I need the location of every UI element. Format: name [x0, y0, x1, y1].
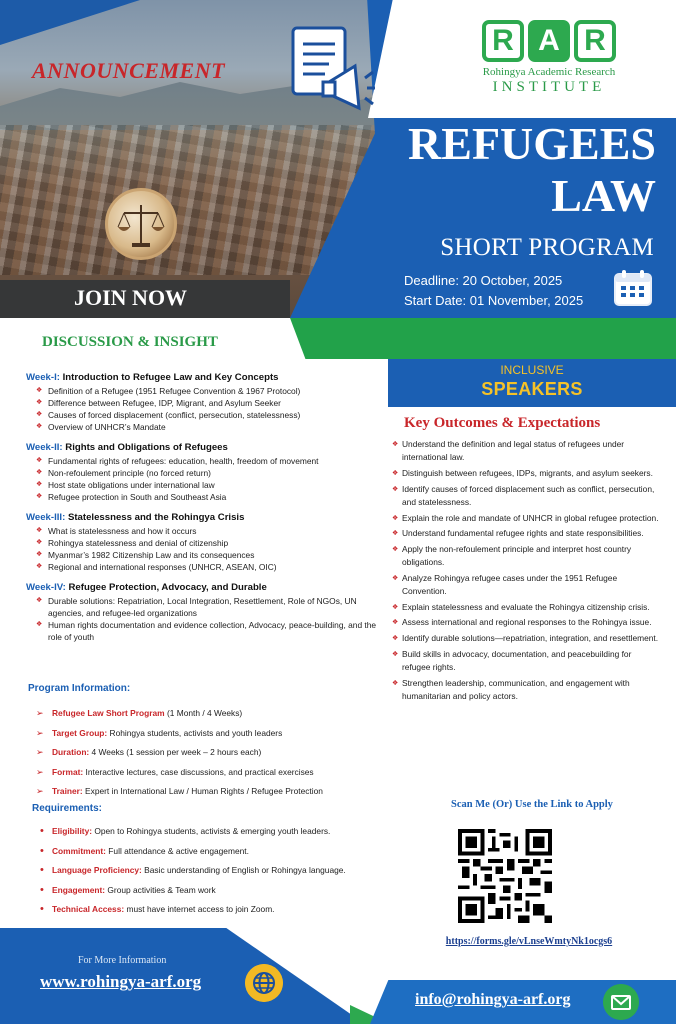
scales-of-justice-icon: [105, 188, 177, 260]
item-label: Trainer:: [52, 786, 83, 796]
document-megaphone-icon: [285, 22, 377, 120]
week-topics-list: [36, 525, 378, 573]
list-item: ❖ Non-refoulement principle (no forced return): [36, 467, 378, 479]
program-info-heading: Program Information:: [28, 683, 131, 694]
curriculum-weeks: [26, 372, 378, 652]
list-item: ❖ Refugee protection in South and Southeast Asia: [36, 491, 378, 503]
discussion-heading: DISCUSSION & INSIGHT: [42, 334, 218, 350]
email-link[interactable]: info@rohingya-arf.org: [415, 991, 571, 1008]
week-label: Week-II:: [26, 442, 63, 453]
list-item: [38, 881, 378, 901]
list-item: ❖ Rohingya statelessness and denial of citizenship: [36, 537, 378, 549]
list-item: ❖ Explain the role and mandate of UNHCR in global refugee protection.: [392, 512, 660, 525]
list-item: ❖ Causes of forced displacement (conflict, persecution, statelessness): [36, 409, 378, 421]
announcement-label: ANNOUNCEMENT: [32, 58, 226, 83]
outcomes-list: [392, 438, 660, 706]
item-label: Eligibility:: [52, 826, 93, 836]
item-label: Format:: [52, 766, 84, 777]
apply-form-link[interactable]: https://forms.gle/vLnseWmtyNk1ocgs6: [445, 936, 613, 947]
item-text: Interactive lectures, case discussions, and practical exercises: [83, 766, 314, 777]
list-item: [36, 724, 376, 744]
list-item: [36, 704, 376, 724]
outcomes-heading: Key Outcomes & Expectations: [404, 415, 601, 431]
list-item: ❖ Durable solutions: Repatriation, Local Integration, Resettlement, Role of NGOs, UN agencies, and refugee-led organizations: [36, 595, 378, 619]
scan-instruction: Scan Me (Or) Use the Link to Apply: [451, 799, 613, 810]
item-text: Full attendance & active engagement.: [105, 845, 249, 856]
week-topic: Statelessness and the Rohingya Crisis: [65, 512, 245, 523]
week-topics-list: [36, 595, 378, 643]
week-title: [26, 372, 378, 383]
globe-icon: [245, 964, 283, 1002]
list-item: ❖ Build skills in advocacy, documentation, and peacebuilding for refugee rights.: [392, 648, 660, 674]
item-text: Expert in International Law / Human Rights / Refugee Protection: [82, 786, 323, 796]
requirements-list: [38, 822, 378, 920]
item-text: (1 Month / 4 Weeks): [164, 708, 243, 718]
list-item: ❖ Myanmar’s 1982 Citizenship Law and its consequences: [36, 549, 378, 561]
item-label: Engagement:: [52, 884, 106, 895]
item-label: Duration:: [52, 747, 90, 757]
week-1: [26, 372, 378, 433]
program-info-list: [36, 704, 376, 802]
item-label: Commitment:: [52, 845, 106, 856]
title-line-2: LAW: [551, 170, 656, 221]
list-item: ❖ Difference between Refugee, IDP, Migrant, and Asylum Seeker: [36, 397, 378, 409]
week-topics-list: [36, 455, 378, 503]
list-item: ❖ Human rights documentation and evidence collection, Advocacy, peace-building, and the role of youth: [36, 619, 378, 643]
list-item: ❖ Distinguish between refugees, IDPs, migrants, and asylum seekers.: [392, 467, 660, 480]
logo-subtitle: Rohingya Academic Research: [482, 66, 616, 78]
program-dates: [404, 271, 583, 311]
list-item: [36, 743, 376, 763]
week-topic: Introduction to Refugee Law and Key Concepts: [59, 372, 279, 383]
week-label: Week-III:: [26, 512, 66, 523]
item-text: Basic understanding of English or Rohingya language.: [141, 865, 346, 875]
program-title: [408, 118, 656, 222]
item-text: 4 Weeks (1 session per week – 2 hours each): [89, 747, 262, 757]
website-link[interactable]: www.rohingya-arf.org: [40, 972, 202, 991]
logo-letter-r2: R: [574, 20, 616, 62]
list-item: ❖ Apply the non-refoulement principle and interpret host country obligations.: [392, 543, 660, 569]
list-item: ❖ Regional and international responses (UNHCR, ASEAN, OIC): [36, 561, 378, 573]
calendar-icon: [612, 268, 654, 308]
item-text: Open to Rohingya students, activists & emerging youth leaders.: [92, 826, 331, 836]
week-label: Week-IV:: [26, 582, 66, 593]
scales-glyph: [108, 191, 174, 257]
logo-letter-r1: R: [482, 20, 524, 62]
list-item: [36, 763, 376, 783]
week-4: [26, 582, 378, 643]
title-line-1: REFUGEES: [408, 118, 656, 169]
item-label: Language Proficiency:: [52, 865, 142, 875]
item-label: Target Group:: [52, 727, 108, 738]
week-2: [26, 442, 378, 503]
list-item: ❖ Host state obligations under international law: [36, 479, 378, 491]
list-item: ❖ Identify causes of forced displacement such as conflict, persecution, and statelessness.: [392, 483, 660, 509]
list-item: [38, 822, 378, 842]
week-title: [26, 442, 378, 453]
item-text: must have internet access to join Zoom.: [124, 904, 275, 914]
green-accent-band: [290, 318, 676, 359]
item-text: Rohingya students, activists and youth leaders: [107, 727, 283, 738]
list-item: ❖ Understand fundamental refugee rights and state responsibilities.: [392, 527, 660, 540]
list-item: ❖ Overview of UNHCR’s Mandate: [36, 421, 378, 433]
speakers-label: SPEAKERS: [481, 379, 583, 399]
more-info-label: For More Information: [78, 955, 167, 966]
list-item: [38, 861, 378, 881]
week-3: [26, 512, 378, 573]
logo-letters: [474, 20, 624, 62]
qr-code[interactable]: [458, 829, 552, 923]
week-label: Week-I:: [26, 372, 60, 383]
week-topic: Refugee Protection, Advocacy, and Durable: [65, 582, 267, 593]
rar-logo: [474, 20, 624, 110]
list-item: [36, 782, 376, 802]
week-title: [26, 512, 378, 523]
list-item: ❖ Assess international and regional responses to the Rohingya issue.: [392, 616, 660, 629]
mail-icon: [603, 984, 639, 1020]
week-topics-list: [36, 385, 378, 433]
list-item: ❖ Analyze Rohingya refugee cases under the 1951 Refugee Convention.: [392, 572, 660, 598]
deadline-text: Deadline: 20 October, 2025: [404, 273, 563, 288]
logo-letter-a: A: [528, 20, 570, 62]
inclusive-label: INCLUSIVE: [500, 363, 564, 377]
program-subtitle: SHORT PROGRAM: [440, 234, 654, 261]
week-topic: Rights and Obligations of Refugees: [62, 442, 228, 453]
week-title: [26, 582, 378, 593]
list-item: [38, 900, 378, 920]
list-item: [38, 842, 378, 862]
start-date-text: Start Date: 01 November, 2025: [404, 293, 584, 308]
list-item: ❖ Identify durable solutions—repatriation, integration, and resettlement.: [392, 632, 660, 645]
list-item: ❖ Fundamental rights of refugees: education, health, freedom of movement: [36, 455, 378, 467]
list-item: ❖ Definition of a Refugee (1951 Refugee Convention & 1967 Protocol): [36, 385, 378, 397]
list-item: ❖ Explain statelessness and evaluate the Rohingya citizenship crisis.: [392, 601, 660, 614]
requirements-heading: Requirements:: [32, 803, 103, 814]
list-item: ❖ Understand the definition and legal status of refugees under international law.: [392, 438, 660, 464]
join-now-button[interactable]: JOIN NOW: [74, 285, 188, 310]
inclusive-speakers-box: [388, 359, 676, 407]
item-label: Refugee Law Short Program: [52, 708, 165, 718]
logo-institute: INSTITUTE: [492, 79, 606, 95]
item-label: Technical Access:: [52, 904, 125, 914]
list-item: ❖ Strengthen leadership, communication, and engagement with humanitarian and policy actors.: [392, 677, 660, 703]
list-item: ❖ What is statelessness and how it occurs: [36, 525, 378, 537]
item-text: Group activities & Team work: [105, 884, 216, 895]
